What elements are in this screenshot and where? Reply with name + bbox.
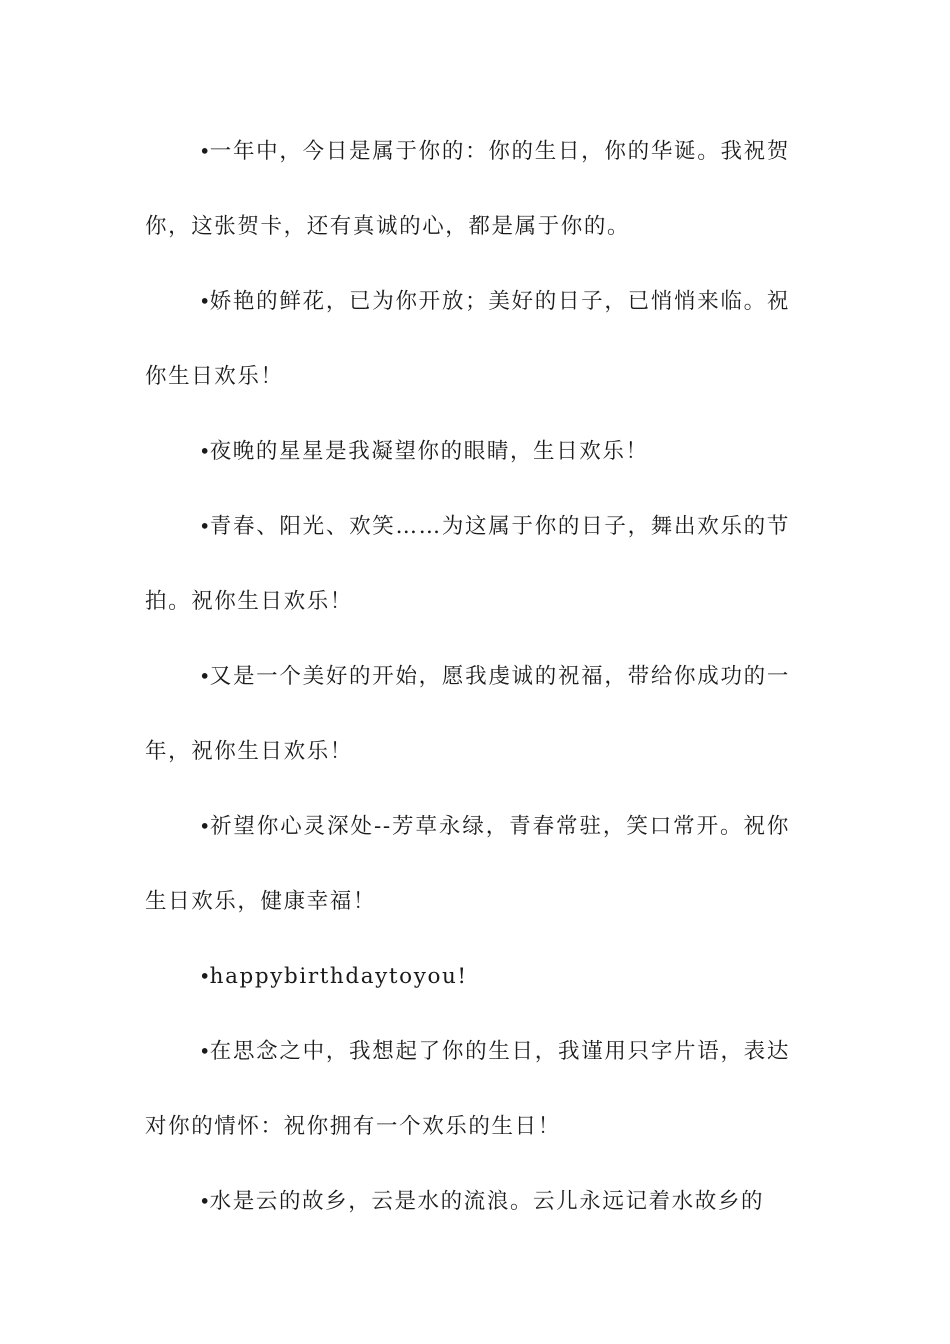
paragraph-text: happybirthdaytoyou! [209, 964, 468, 989]
paragraph-text: 又是一个美好的开始，愿我虔诚的祝福，带给你成功的一年，祝你生日欢乐！ [145, 664, 790, 764]
bullet-icon: • [199, 665, 213, 688]
bullet-icon: • [199, 815, 213, 838]
paragraph-text: 一年中，今日是属于你的：你的生日，你的华诞。我祝贺你，这张贺卡，还有真诚的心，都是属于你的。 [145, 139, 790, 239]
paragraph-text: 祈望你心灵深处--芳草永绿，青春常驻，笑口常开。祝你生日欢乐，健康幸福！ [145, 814, 790, 914]
paragraph-text: 水是云的故乡，云是水的流浪。云儿永远记着水故乡的 [209, 1189, 765, 1214]
bullet-icon: • [199, 290, 213, 313]
bullet-icon: • [199, 965, 213, 988]
paragraph-text: 夜晚的星星是我凝望你的眼睛，生日欢乐！ [209, 439, 649, 464]
paragraph [145, 114, 790, 264]
paragraph [145, 789, 790, 939]
paragraph [145, 264, 790, 414]
paragraph [145, 1014, 790, 1164]
bullet-icon: • [199, 440, 213, 463]
document-body [145, 114, 790, 1239]
paragraph [145, 1164, 790, 1239]
paragraph [145, 939, 790, 1014]
paragraph [145, 639, 790, 789]
paragraph [145, 414, 790, 489]
bullet-icon: • [199, 1040, 213, 1063]
bullet-icon: • [199, 140, 213, 163]
paragraph [145, 489, 790, 639]
paragraph-text: 青春、阳光、欢笑……为这属于你的日子，舞出欢乐的节拍。祝你生日欢乐！ [145, 514, 790, 614]
bullet-icon: • [199, 515, 213, 538]
paragraph-text: 娇艳的鲜花，已为你开放；美好的日子，已悄悄来临。祝你生日欢乐！ [145, 289, 790, 389]
paragraph-text: 在思念之中，我想起了你的生日，我谨用只字片语，表达对你的情怀：祝你拥有一个欢乐的生日！ [145, 1039, 790, 1139]
bullet-icon: • [199, 1190, 213, 1213]
